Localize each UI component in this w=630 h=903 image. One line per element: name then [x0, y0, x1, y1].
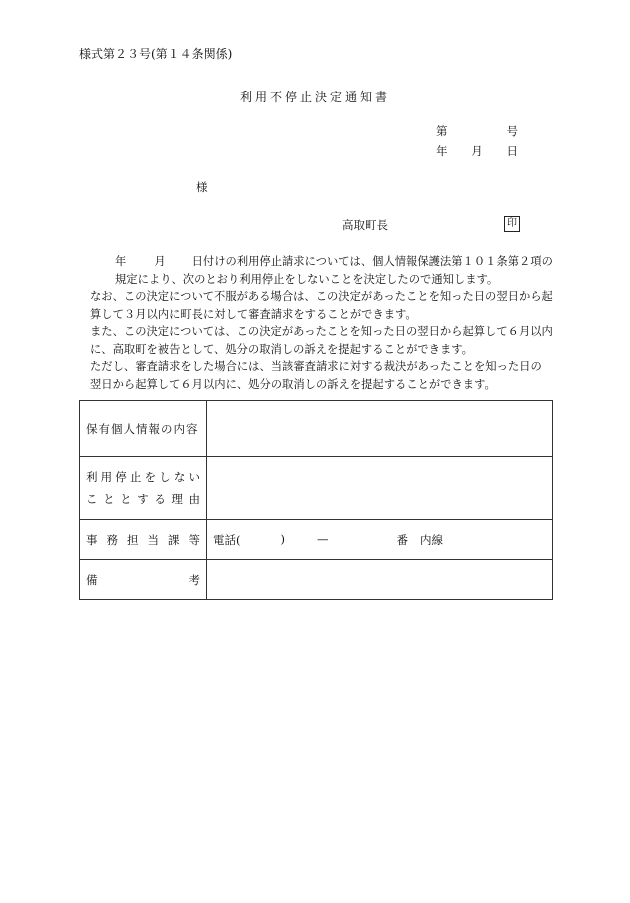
reason-label-char: し [159, 470, 171, 484]
reason-label-char: こ [86, 492, 98, 506]
department-label-char: 等 [188, 532, 200, 547]
date-line [436, 144, 518, 158]
reason-label-char: 用 [100, 470, 113, 484]
row-label-remarks [80, 560, 207, 600]
row-label-personal-info: 保有個人情報の内容 [80, 401, 207, 457]
row-label-department [80, 520, 207, 560]
row-value-department[interactable] [207, 520, 553, 560]
body-paragraph-3: また、この決定については、この決定があったことを知った日の翌日から起算して６月以内に、高取町を被告として、処分の取消しの訴えを提起することができます。 [90, 325, 553, 356]
table-row [80, 560, 553, 600]
phone-line [213, 532, 546, 548]
issuer-name: 高取町長 [342, 218, 388, 232]
department-label-char: 事 [86, 532, 98, 547]
date-day: 日 [506, 144, 518, 158]
reason-label-char: い [188, 470, 200, 484]
date-month: 月 [471, 144, 483, 158]
reason-label-char: 理 [171, 492, 183, 506]
department-label-char: 務 [106, 532, 118, 547]
reason-label-line-2 [86, 488, 200, 510]
row-value-personal-info[interactable] [207, 401, 553, 457]
phone-ban: 番 [396, 532, 408, 547]
table-row [80, 520, 553, 560]
remarks-label-char: 考 [188, 572, 200, 587]
info-table [79, 400, 553, 600]
department-label-char: 担 [127, 532, 139, 547]
department-label-char: 課 [168, 532, 180, 547]
row-value-remarks[interactable] [207, 560, 553, 600]
body-paragraph-1-text: 日付けの利用停止請求については、個人情報保護法第１０１条第２項の規定により、次のとおり利用停止をしないことを決定したので通知します。 [115, 255, 553, 286]
reason-label-char: と [120, 492, 132, 506]
row-label-reason [80, 457, 207, 520]
department-label-char: 当 [147, 532, 159, 547]
body-paragraph-1 [79, 253, 553, 288]
body-paragraph-4: ただし、審査請求をした場合には、当該審査請求に対する裁決があったことを知った日の翌日から起算して６月以内に、処分の取消しの訴えを提起することができます。 [90, 360, 542, 391]
phone-open: 電話( [213, 532, 241, 547]
reason-label-char: な [173, 470, 186, 484]
seal-mark: 印 [504, 216, 520, 232]
remarks-label-char: 備 [86, 572, 98, 587]
body-year: 年 [115, 255, 127, 268]
date-year: 年 [436, 144, 448, 158]
addressee-suffix: 様 [196, 180, 208, 194]
table-row [80, 401, 553, 457]
document-number-line [436, 124, 518, 138]
phone-naisen: 内線 [420, 532, 443, 547]
body-paragraph-2: なお、この決定について不服がある場合は、この決定があったことを知った日の翌日から起算して３月以内に町長に対して審査請求をすることができます。 [90, 290, 553, 321]
phone-close: ) [280, 531, 285, 546]
reason-label-char: 停 [115, 470, 127, 484]
reason-label-char: す [137, 492, 149, 506]
table-row [80, 457, 553, 520]
reason-label-char: 止 [129, 470, 142, 484]
document-title: 利用不停止決定通知書 [239, 90, 390, 104]
phone-dash: — [317, 531, 329, 546]
reason-label-char: る [154, 492, 166, 506]
reason-label-line-1 [86, 466, 200, 488]
row-value-reason[interactable] [207, 457, 553, 520]
notice-body [79, 253, 553, 393]
reason-label-char: 由 [188, 492, 200, 506]
number-suffix: 号 [506, 124, 518, 138]
body-month: 月 [154, 255, 166, 268]
reason-label-char: と [103, 492, 115, 506]
reason-label-char: 利 [86, 470, 98, 484]
number-prefix: 第 [436, 124, 448, 138]
reason-label-char: を [144, 470, 157, 484]
form-number: 様式第２３号(第１４条関係) [79, 47, 233, 61]
